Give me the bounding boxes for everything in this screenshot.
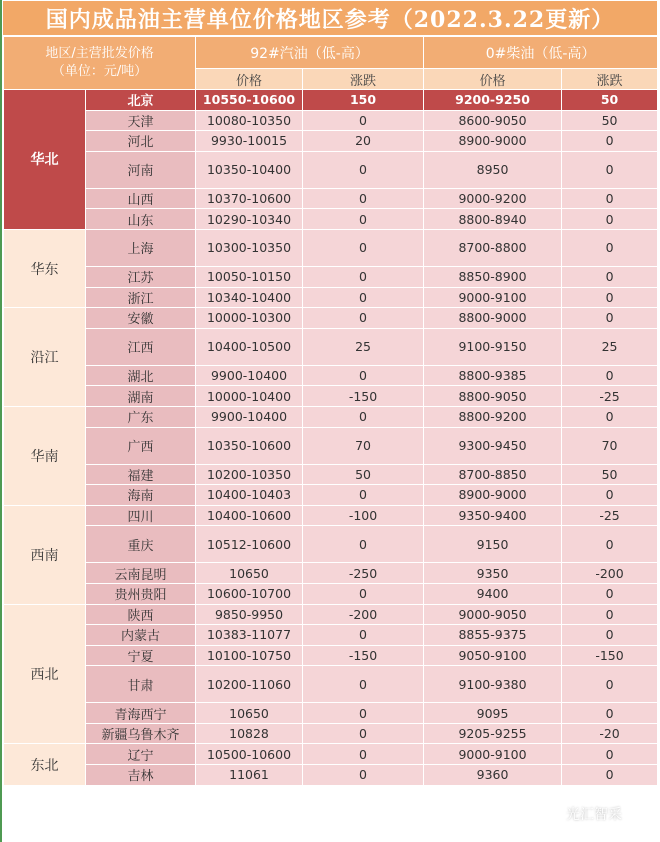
region-cell: 东北	[4, 744, 86, 785]
city-cell: 江西	[86, 328, 196, 365]
gasoline-change-cell: 0	[303, 110, 424, 131]
header-region-price	[4, 37, 196, 90]
gasoline-change-cell: 0	[303, 308, 424, 329]
gasoline-price-cell: 10000-10300	[196, 308, 303, 329]
diesel-change-cell: 0	[562, 229, 658, 266]
page-title: 国内成品油主营单位价格地区参考（2022.3.22更新）	[3, 1, 657, 35]
gasoline-change-cell: -150	[303, 386, 424, 407]
city-cell: 上海	[86, 229, 196, 266]
table-row	[4, 365, 658, 386]
table-row	[4, 151, 658, 188]
table-row	[4, 229, 658, 266]
city-cell: 内蒙古	[86, 625, 196, 646]
diesel-price-cell: 9095	[424, 703, 562, 724]
gasoline-change-cell: 0	[303, 266, 424, 287]
gasoline-change-cell: 0	[303, 485, 424, 506]
gasoline-price-cell: 11061	[196, 765, 303, 786]
table-row	[4, 406, 658, 427]
diesel-price-cell: 8700-8850	[424, 464, 562, 485]
diesel-change-cell: 0	[562, 188, 658, 209]
diesel-price-cell: 9200-9250	[424, 90, 562, 111]
diesel-price-cell: 9000-9100	[424, 744, 562, 765]
watermark-text: 光汇智采	[566, 807, 622, 823]
diesel-change-cell: 0	[562, 151, 658, 188]
region-cell: 沿江	[4, 308, 86, 407]
city-cell: 新疆乌鲁木齐	[86, 723, 196, 744]
city-cell: 宁夏	[86, 645, 196, 666]
diesel-change-cell: 0	[562, 308, 658, 329]
table-row	[4, 666, 658, 703]
diesel-price-cell: 9300-9450	[424, 427, 562, 464]
region-cell: 华东	[4, 229, 86, 307]
city-cell: 山西	[86, 188, 196, 209]
header-diesel: 0#柴油（低-高）	[424, 37, 658, 69]
diesel-change-cell: 0	[562, 266, 658, 287]
table-row	[4, 583, 658, 604]
table-row	[4, 386, 658, 407]
gasoline-price-cell: 10600-10700	[196, 583, 303, 604]
diesel-price-cell: 9360	[424, 765, 562, 786]
gasoline-price-cell: 10300-10350	[196, 229, 303, 266]
gasoline-change-cell: -200	[303, 604, 424, 625]
diesel-change-cell: 0	[562, 287, 658, 308]
wechat-icon	[542, 805, 562, 823]
table-row	[4, 90, 658, 111]
gasoline-change-cell: 0	[303, 365, 424, 386]
diesel-change-cell: 0	[562, 604, 658, 625]
watermark	[542, 802, 622, 826]
gasoline-price-cell: 10200-11060	[196, 666, 303, 703]
diesel-change-cell: 25	[562, 328, 658, 365]
diesel-change-cell: 0	[562, 744, 658, 765]
city-cell: 青海西宁	[86, 703, 196, 724]
gasoline-change-cell: 0	[303, 188, 424, 209]
table-row	[4, 645, 658, 666]
table-row	[4, 110, 658, 131]
gasoline-change-cell: 0	[303, 526, 424, 563]
gasoline-price-cell: 10500-10600	[196, 744, 303, 765]
city-cell: 河北	[86, 131, 196, 152]
diesel-change-cell: 50	[562, 90, 658, 111]
diesel-price-cell: 9050-9100	[424, 645, 562, 666]
diesel-change-cell: -200	[562, 563, 658, 584]
gasoline-change-cell: 0	[303, 287, 424, 308]
diesel-change-cell: -20	[562, 723, 658, 744]
diesel-price-cell: 9100-9150	[424, 328, 562, 365]
diesel-price-cell: 8950	[424, 151, 562, 188]
diesel-price-cell: 8850-8900	[424, 266, 562, 287]
gasoline-change-cell: -150	[303, 645, 424, 666]
gasoline-price-cell: 10650	[196, 703, 303, 724]
diesel-change-cell: -150	[562, 645, 658, 666]
table-row	[4, 328, 658, 365]
diesel-price-cell: 9400	[424, 583, 562, 604]
city-cell: 云南昆明	[86, 563, 196, 584]
city-cell: 重庆	[86, 526, 196, 563]
city-cell: 甘肃	[86, 666, 196, 703]
diesel-price-cell: 9100-9380	[424, 666, 562, 703]
region-cell: 西南	[4, 505, 86, 604]
city-cell: 山东	[86, 209, 196, 230]
gasoline-price-cell: 9930-10015	[196, 131, 303, 152]
diesel-price-cell: 9000-9100	[424, 287, 562, 308]
table-row	[4, 308, 658, 329]
diesel-price-cell: 8800-8940	[424, 209, 562, 230]
diesel-price-cell: 8800-9200	[424, 406, 562, 427]
header-left-line1: 地区/主营批发价格	[45, 46, 154, 61]
region-cell: 西北	[4, 604, 86, 744]
diesel-price-cell: 8800-9385	[424, 365, 562, 386]
diesel-change-cell: 0	[562, 406, 658, 427]
gasoline-change-cell: -100	[303, 505, 424, 526]
diesel-price-cell: 8855-9375	[424, 625, 562, 646]
gasoline-price-cell: 10550-10600	[196, 90, 303, 111]
diesel-change-cell: 0	[562, 765, 658, 786]
gasoline-price-cell: 10350-10400	[196, 151, 303, 188]
gasoline-price-cell: 10350-10600	[196, 427, 303, 464]
diesel-price-cell: 8900-9000	[424, 131, 562, 152]
city-cell: 陕西	[86, 604, 196, 625]
gasoline-change-cell: 0	[303, 406, 424, 427]
diesel-change-cell: -25	[562, 386, 658, 407]
gasoline-price-cell: 10000-10400	[196, 386, 303, 407]
gasoline-change-cell: 0	[303, 703, 424, 724]
city-cell: 河南	[86, 151, 196, 188]
city-cell: 辽宁	[86, 744, 196, 765]
sheet-left-border	[0, 0, 2, 842]
city-cell: 广西	[86, 427, 196, 464]
header-left-line2: （单位：元/吨）	[51, 64, 148, 79]
table-row	[4, 723, 658, 744]
city-cell: 江苏	[86, 266, 196, 287]
gasoline-price-cell: 10080-10350	[196, 110, 303, 131]
diesel-change-cell: 0	[562, 625, 658, 646]
gasoline-change-cell: 0	[303, 209, 424, 230]
gasoline-change-cell: 70	[303, 427, 424, 464]
gasoline-change-cell: 0	[303, 744, 424, 765]
gasoline-change-cell: 50	[303, 464, 424, 485]
diesel-change-cell: 70	[562, 427, 658, 464]
price-table	[3, 36, 658, 786]
diesel-change-cell: 0	[562, 209, 658, 230]
table-row	[4, 464, 658, 485]
table-row	[4, 563, 658, 584]
diesel-change-cell: 0	[562, 703, 658, 724]
gasoline-change-cell: 20	[303, 131, 424, 152]
city-cell: 福建	[86, 464, 196, 485]
table-row	[4, 287, 658, 308]
gasoline-price-cell: 10370-10600	[196, 188, 303, 209]
city-cell: 四川	[86, 505, 196, 526]
header-gasoline-price: 价格	[196, 69, 303, 90]
city-cell: 安徽	[86, 308, 196, 329]
gasoline-price-cell: 10200-10350	[196, 464, 303, 485]
diesel-price-cell: 9000-9200	[424, 188, 562, 209]
diesel-price-cell: 9350	[424, 563, 562, 584]
table-row	[4, 266, 658, 287]
diesel-price-cell: 9350-9400	[424, 505, 562, 526]
gasoline-change-cell: 150	[303, 90, 424, 111]
diesel-change-cell: 50	[562, 110, 658, 131]
gasoline-price-cell: 9850-9950	[196, 604, 303, 625]
diesel-change-cell: 0	[562, 526, 658, 563]
diesel-price-cell: 8600-9050	[424, 110, 562, 131]
diesel-price-cell: 9000-9050	[424, 604, 562, 625]
diesel-change-cell: -25	[562, 505, 658, 526]
header-gasoline-change: 涨跌	[303, 69, 424, 90]
table-row	[4, 604, 658, 625]
gasoline-price-cell: 10400-10600	[196, 505, 303, 526]
city-cell: 湖南	[86, 386, 196, 407]
gasoline-price-cell: 10512-10600	[196, 526, 303, 563]
table-row	[4, 485, 658, 506]
city-cell: 海南	[86, 485, 196, 506]
city-cell: 湖北	[86, 365, 196, 386]
table-row	[4, 427, 658, 464]
gasoline-change-cell: 0	[303, 229, 424, 266]
diesel-price-cell: 8800-9050	[424, 386, 562, 407]
table-row	[4, 505, 658, 526]
gasoline-change-cell: 0	[303, 151, 424, 188]
gasoline-price-cell: 10400-10403	[196, 485, 303, 506]
header-diesel-change: 涨跌	[562, 69, 658, 90]
gasoline-price-cell: 10400-10500	[196, 328, 303, 365]
gasoline-price-cell: 10100-10750	[196, 645, 303, 666]
diesel-price-cell: 8900-9000	[424, 485, 562, 506]
gasoline-change-cell: 0	[303, 625, 424, 646]
table-row	[4, 765, 658, 786]
diesel-price-cell: 8700-8800	[424, 229, 562, 266]
gasoline-price-cell: 10050-10150	[196, 266, 303, 287]
header-gasoline: 92#汽油（低-高）	[196, 37, 424, 69]
diesel-price-cell: 9205-9255	[424, 723, 562, 744]
diesel-price-cell: 8800-9000	[424, 308, 562, 329]
gasoline-price-cell: 10340-10400	[196, 287, 303, 308]
table-row	[4, 209, 658, 230]
gasoline-price-cell: 10828	[196, 723, 303, 744]
diesel-change-cell: 0	[562, 131, 658, 152]
city-cell: 贵州贵阳	[86, 583, 196, 604]
gasoline-price-cell: 9900-10400	[196, 406, 303, 427]
table-row	[4, 744, 658, 765]
diesel-change-cell: 0	[562, 583, 658, 604]
header-diesel-price: 价格	[424, 69, 562, 90]
gasoline-change-cell: 0	[303, 765, 424, 786]
diesel-change-cell: 50	[562, 464, 658, 485]
gasoline-change-cell: 0	[303, 723, 424, 744]
table-row	[4, 526, 658, 563]
table-row	[4, 625, 658, 646]
table-body	[4, 90, 658, 786]
diesel-change-cell: 0	[562, 485, 658, 506]
diesel-price-cell: 9150	[424, 526, 562, 563]
city-cell: 天津	[86, 110, 196, 131]
gasoline-change-cell: 0	[303, 666, 424, 703]
city-cell: 广东	[86, 406, 196, 427]
region-cell: 华南	[4, 406, 86, 505]
table-row	[4, 131, 658, 152]
gasoline-price-cell: 10650	[196, 563, 303, 584]
city-cell: 北京	[86, 90, 196, 111]
gasoline-change-cell: 0	[303, 583, 424, 604]
table-row	[4, 703, 658, 724]
gasoline-price-cell: 9900-10400	[196, 365, 303, 386]
gasoline-change-cell: -250	[303, 563, 424, 584]
city-cell: 吉林	[86, 765, 196, 786]
gasoline-price-cell: 10290-10340	[196, 209, 303, 230]
table-row	[4, 188, 658, 209]
gasoline-price-cell: 10383-11077	[196, 625, 303, 646]
diesel-change-cell: 0	[562, 666, 658, 703]
city-cell: 浙江	[86, 287, 196, 308]
gasoline-change-cell: 25	[303, 328, 424, 365]
diesel-change-cell: 0	[562, 365, 658, 386]
region-cell: 华北	[4, 90, 86, 230]
